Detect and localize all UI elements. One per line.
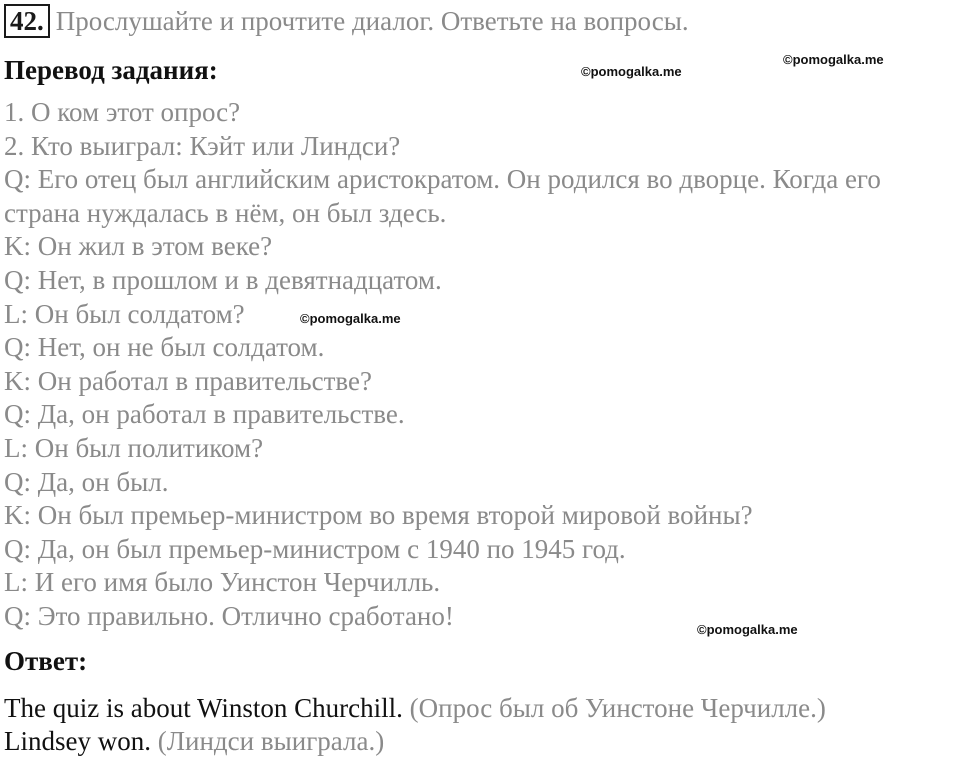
answer-heading: Ответ: <box>4 646 88 676</box>
dialog-line: L: Он был политиком? <box>4 432 264 463</box>
dialog-line: K: Он жил в этом веке? <box>4 231 273 262</box>
dialog-line: L: И его имя было Уинстон Черчилль. <box>4 567 441 598</box>
dialog-translation <box>4 96 956 634</box>
answer-english: The quiz is about Winston Churchill. <box>4 693 403 723</box>
dialog-line: K: Он был премьер-министром во время второй мировой войны? <box>4 500 753 531</box>
dialog-line: K: Он работал в правительстве? <box>4 365 372 396</box>
watermark: ©pomogalka.me <box>581 64 682 79</box>
answer-block <box>4 692 956 758</box>
question-line: 2. Кто выиграл: Кэйт или Линдси? <box>4 130 401 161</box>
dialog-line: Q: Да, он работал в правительстве. <box>4 399 405 430</box>
task-instruction: Прослушайте и прочтите диалог. Ответьте на вопросы. <box>55 5 689 36</box>
watermark: ©pomogalka.me <box>300 311 401 326</box>
dialog-line: Q: Да, он был. <box>4 466 169 497</box>
dialog-line: страна нуждалась в нём, он был здесь. <box>4 197 447 228</box>
dialog-line: Q: Да, он был премьер-министром с 1940 по 1945 год. <box>4 533 626 564</box>
answer-english: Lindsey won. <box>4 726 151 756</box>
dialog-line: Q: Нет, он не был солдатом. <box>4 332 325 363</box>
answer-line <box>4 692 956 725</box>
question-line: 1. О ком этот опрос? <box>4 97 241 127</box>
watermark: ©pomogalka.me <box>697 622 798 637</box>
dialog-line: Q: Его отец был английским аристократом. Он родился во дворце. Когда его <box>4 164 881 195</box>
watermark: ©pomogalka.me <box>783 52 884 67</box>
task-number: 42. <box>4 4 50 38</box>
dialog-line: Q: Это правильно. Отлично сработано! <box>4 600 454 631</box>
dialog-line: L: Он был солдатом? <box>4 298 245 329</box>
answer-line <box>4 725 956 758</box>
dialog-line: Q: Нет, в прошлом и в девятнадцатом. <box>4 264 442 295</box>
answer-russian: (Линдси выиграла.) <box>157 726 385 756</box>
task-header <box>4 4 689 38</box>
translation-heading: Перевод задания: <box>4 55 218 85</box>
answer-russian: (Опрос был об Уинстоне Черчилле.) <box>409 693 826 723</box>
